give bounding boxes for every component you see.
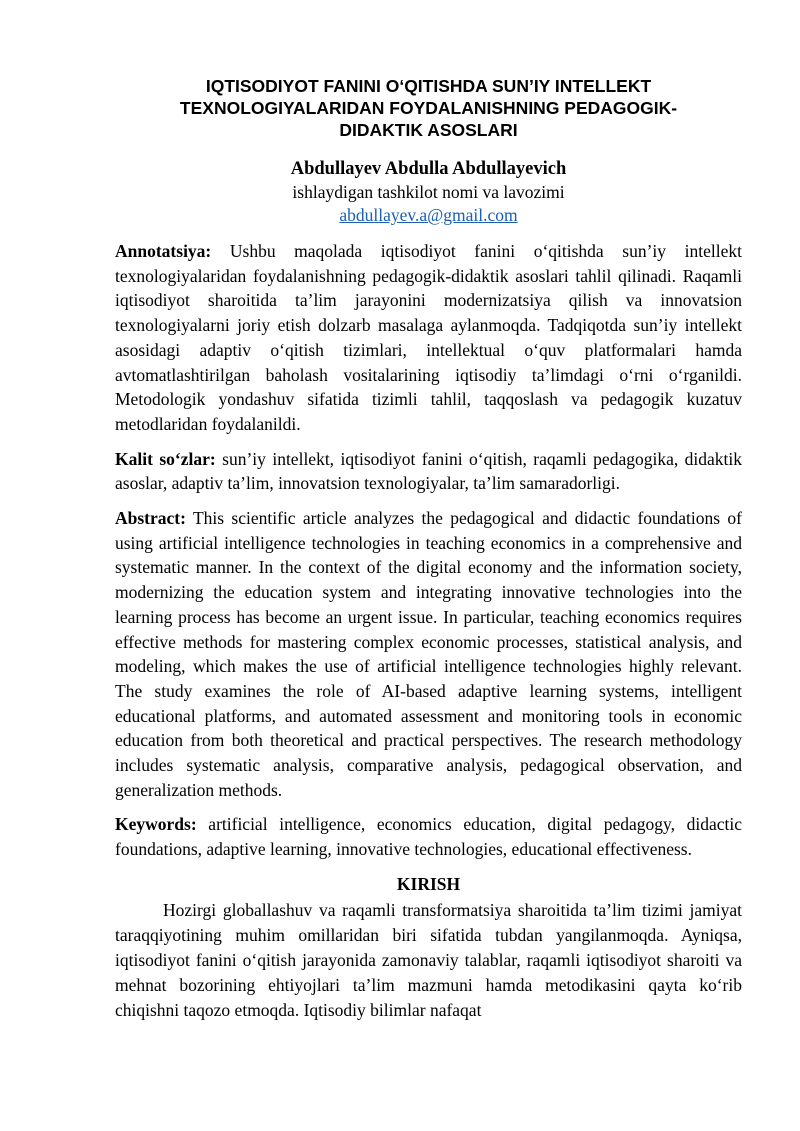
keywords-text: artificial intelligence, economics education, digital pedagogy, didactic foundations, adaptive learning, innovative technologies, educational effectiveness.: [115, 814, 743, 860]
annotation-text: Ushbu maqolada iqtisodiyot fanini o‘qitishda sun’iy intellekt texnologiyalaridan foydalanishning pedagogik-didaktik asoslari tahlil qilinadi. Raqamli iqtisodiyot sharoitida ta’lim jarayonini modernizatsiya qilish va innovatsion texnologiyalarni joriy etish dolzarb masalaga aylanmoqda. Tadqiqotda sun’iy intellekt asosidagi adaptiv o‘qitish tizimlari, intellektual o‘quv platformalari hamda avtomatlashtirilgan baholash vositalarining iqtisodiy ta’limdagi o‘rni o‘rganildi. Metodologik yondashuv sifatida tizimli tahlil, taqqoslash va pedagogik kuzatuv metodlaridan foydalanildi.: [115, 241, 742, 434]
title-line-1: IQTISODIYOT FANINI O‘QITISHDA SUN’IY INTELLEKT: [205, 76, 652, 96]
paper-page: [115, 75, 742, 1023]
kalit-sozlar-text: sun’iy intellekt, iqtisodiyot fanini o‘qitish, raqamli pedagogika, didaktik asoslar, adaptiv ta’lim, innovatsion texnologiyalar, ta’lim samaradorligi.: [115, 448, 743, 494]
title-line-3: DIDAKTIK ASOSLARI: [339, 120, 518, 140]
author-name: Abdullayev Abdulla Abdullayevich: [290, 159, 567, 179]
abstract-text: This scientific article analyzes the pedagogical and didactic foundations of using artificial intelligence technologies in teaching economics in a comprehensive and systematic manner. In the context of the digital economy and the information society, modernizing the education system and integrating innovative technologies into the learning process has become an urgent issue. In particular, teaching economics requires effective methods for mastering complex economic processes, statistical analysis, and modeling, which makes the use of artificial intelligence technologies highly relevant. The study examines the role of AI-based adaptive learning systems, intelligent educational platforms, and automated assessment and monitoring tools in economic education from both theoretical and practical perspectives. The research methodology includes systematic analysis, comparative analysis, pedagogical observation, and generalization methods.: [115, 508, 743, 800]
kalit-sozlar-paragraph: [115, 447, 742, 496]
author-email-link[interactable]: abdullayev.a@gmail.com: [339, 205, 518, 225]
author-email: [115, 204, 742, 227]
keywords-label: Keywords:: [115, 814, 197, 835]
abstract-label: Abstract:: [115, 508, 186, 529]
author-affiliation: ishlaydigan tashkilot nomi va lavozimi: [292, 182, 565, 202]
annotation-paragraph: [115, 239, 742, 437]
section-heading-kirish: KIRISH: [396, 873, 461, 894]
keywords-paragraph: [115, 812, 742, 861]
intro-paragraph: Hozirgi globallashuv va raqamli transformatsiya sharoitida ta’lim tizimi jamiyat taraqqiyotining muhim omillaridan biri sifatida tubdan yangilanmoqda. Ayniqsa, iqtisodiyot fanini o‘qitish jarayonida zamonaviy talablar, raqamli iqtisodiyot sharoiti va mehnat bozorining ehtiyojlari ta’lim mazmuni hamda metodikasini qayta ko‘rib chiqishni taqozo etmoqda. Iqtisodiy bilimlar nafaqat: [115, 899, 742, 1020]
abstract-paragraph: [115, 506, 742, 802]
paper-title: [115, 75, 742, 141]
title-line-2: TEXNOLOGIYALARIDAN FOYDALANISHNING PEDAGOGIK-: [179, 98, 678, 118]
annotation-label: Annotatsiya:: [115, 241, 212, 261]
kalit-sozlar-label: Kalit so‘zlar:: [115, 448, 216, 469]
